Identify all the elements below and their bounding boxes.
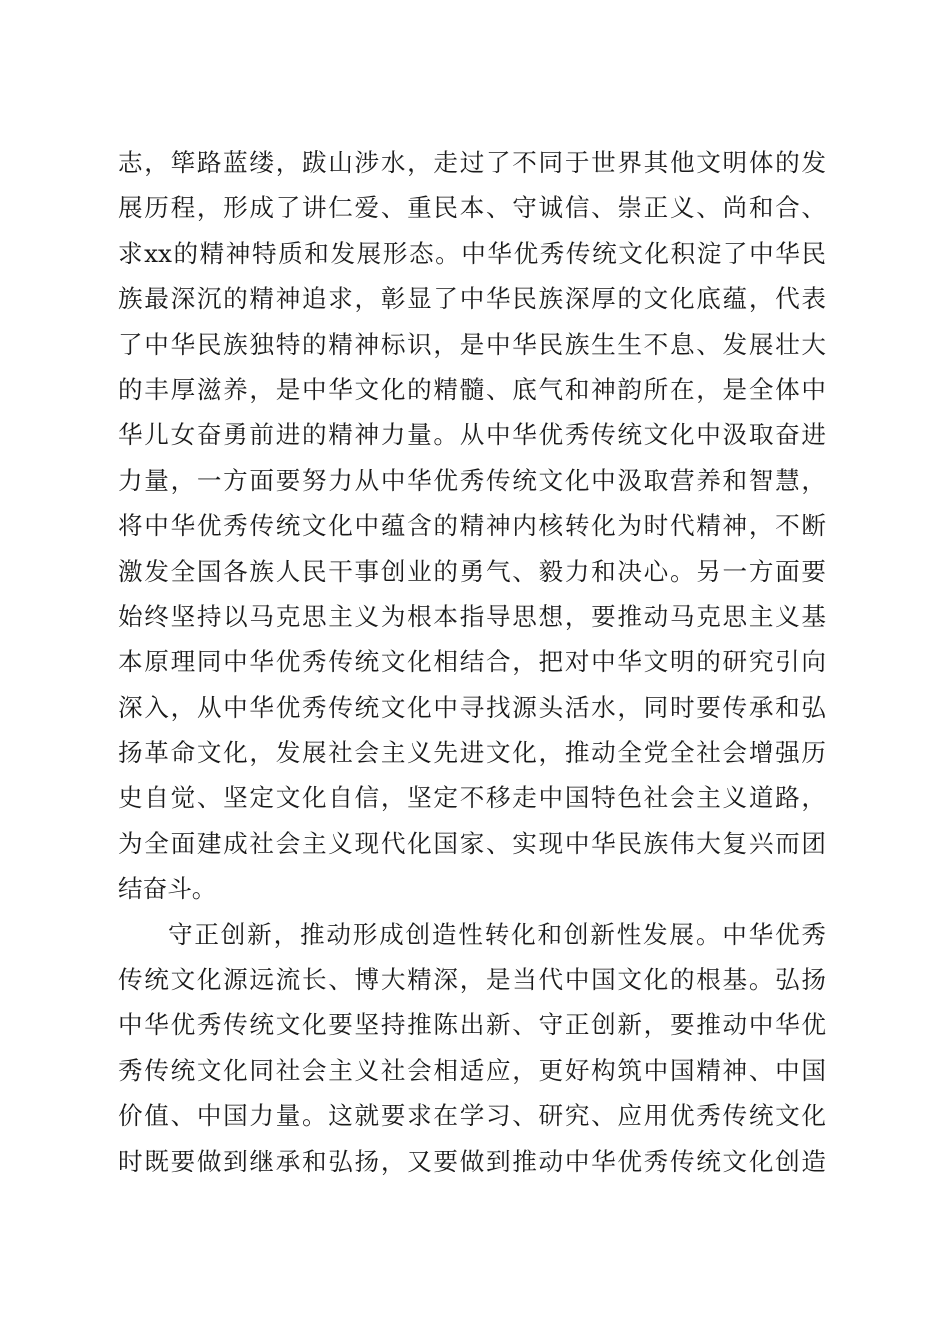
text-line: 华儿女奋勇前进的精神力量。从中华优秀传统文化中汲取奋进	[118, 420, 826, 450]
text-line: 求xx的精神特质和发展形态。中华优秀传统文化积淀了中华民	[118, 238, 826, 268]
text-line: 力量，一方面要努力从中华优秀传统文化中汲取营养和智慧，	[118, 465, 826, 495]
text-line: 志，筚路蓝缕，跋山涉水，走过了不同于世界其他文明体的发	[118, 148, 826, 177]
text-line: 中华优秀传统文化要坚持推陈出新、守正创新，要推动中华优	[118, 1010, 826, 1040]
text-line: 深入，从中华优秀传统文化中寻找源头活水，同时要传承和弘	[118, 692, 826, 722]
document-body	[118, 140, 826, 1184]
paragraph-2	[118, 912, 826, 1184]
text-line: 为全面建成社会主义现代化国家、实现中华民族伟大复兴而团	[118, 828, 826, 858]
text-line: 激发全国各族人民干事创业的勇气、毅力和决心。另一方面要	[118, 556, 826, 586]
text-line: 价值、中国力量。这就要求在学习、研究、应用优秀传统文化	[118, 1101, 826, 1131]
text-line: 史自觉、坚定文化自信，坚定不移走中国特色社会主义道路，	[118, 783, 826, 813]
text-line: 将中华优秀传统文化中蕴含的精神内核转化为时代精神，不断	[118, 511, 826, 541]
text-line: 族最深沉的精神追求，彰显了中华民族深厚的文化底蕴，代表	[118, 284, 826, 314]
text-line: 守正创新，推动形成创造性转化和创新性发展。中华优秀	[168, 919, 826, 949]
text-line: 了中华民族独特的精神标识，是中华民族生生不息、发展壮大	[118, 329, 826, 359]
text-line: 传统文化源远流长、博大精深，是当代中国文化的根基。弘扬	[118, 965, 826, 995]
text-line: 扬革命文化，发展社会主义先进文化，推动全党全社会增强历	[118, 738, 826, 768]
text-line: 秀传统文化同社会主义社会相适应，更好构筑中国精神、中国	[118, 1055, 826, 1085]
text-line: 本原理同中华优秀传统文化相结合，把对中华文明的研究引向	[118, 647, 826, 677]
text-line: 始终坚持以马克思主义为根本指导思想，要推动马克思主义基	[118, 601, 826, 631]
text-line: 结奋斗。	[118, 874, 217, 904]
paragraph-1	[118, 140, 826, 912]
text-line: 展历程，形成了讲仁爱、重民本、守诚信、崇正义、尚和合、	[118, 193, 826, 223]
text-line: 时既要做到继承和弘扬，又要做到推动中华优秀传统文化创造	[118, 1146, 826, 1176]
text-line: 的丰厚滋养，是中华文化的精髓、底气和神韵所在，是全体中	[118, 374, 826, 404]
